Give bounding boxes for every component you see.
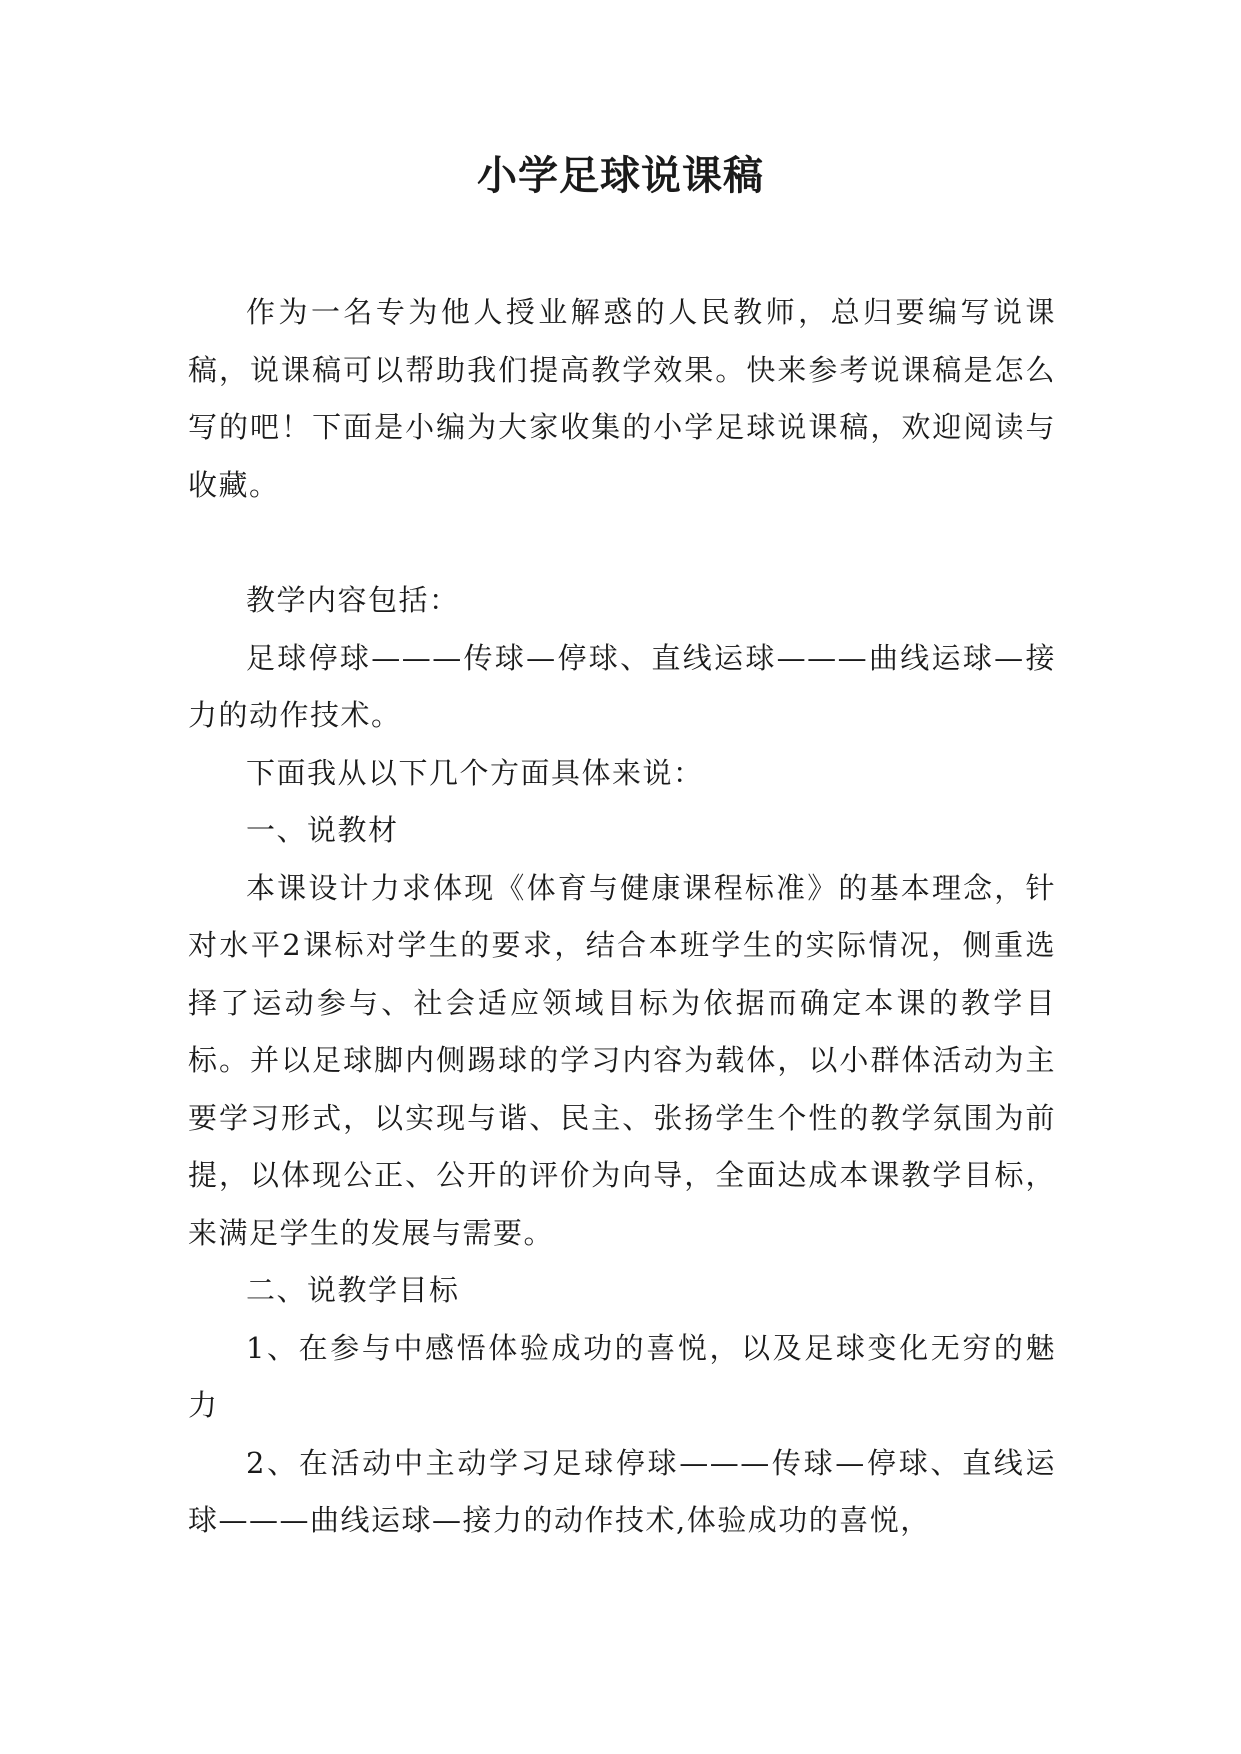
objective-item-1: 1、在参与中感悟体验成功的喜悦，以及足球变化无穷的魅力 bbox=[188, 1330, 1056, 1422]
document-body bbox=[188, 284, 1056, 1550]
document-title: 小学足球说课稿 bbox=[477, 153, 764, 199]
teaching-content-paragraph: 足球停球———传球—停球、直线运球———曲线运球—接力的动作技术。 bbox=[188, 640, 1056, 732]
textbook-paragraph: 本课设计力求体现《体育与健康课程标准》的基本理念，针对水平2课标对学生的要求，结合本班学生的实际情况，侧重选择了运动参与、社会适应领域目标为依据而确定本课的教学目标。并以足球脚内侧踢球的学习内容为载体，以小群体活动为主要学习形式，以实现与谐、民主、张扬学生个性的教学氛围为前提，以体现公正、公开的评价为向导，全面达成本课教学目标，来满足学生的发展与需要。 bbox=[188, 870, 1056, 1250]
section-heading-objectives: 二、说教学目标 bbox=[246, 1273, 460, 1307]
objective-item-2: 2、在活动中主动学习足球停球———传球—停球、直线运球———曲线运球—接力的动作技术,体验成功的喜悦， bbox=[188, 1445, 1056, 1537]
intro-paragraph: 作为一名专为他人授业解惑的人民教师，总归要编写说课稿，说课稿可以帮助我们提高教学效果。快来参考说课稿是怎么写的吧！下面是小编为大家收集的小学足球说课稿，欢迎阅读与收藏。 bbox=[188, 295, 1056, 502]
paragraph-spacer bbox=[188, 514, 1056, 572]
outline-intro-paragraph: 下面我从以下几个方面具体来说： bbox=[246, 755, 704, 790]
teaching-content-heading: 教学内容包括： bbox=[246, 583, 460, 617]
section-heading-textbook: 一、说教材 bbox=[246, 813, 399, 847]
